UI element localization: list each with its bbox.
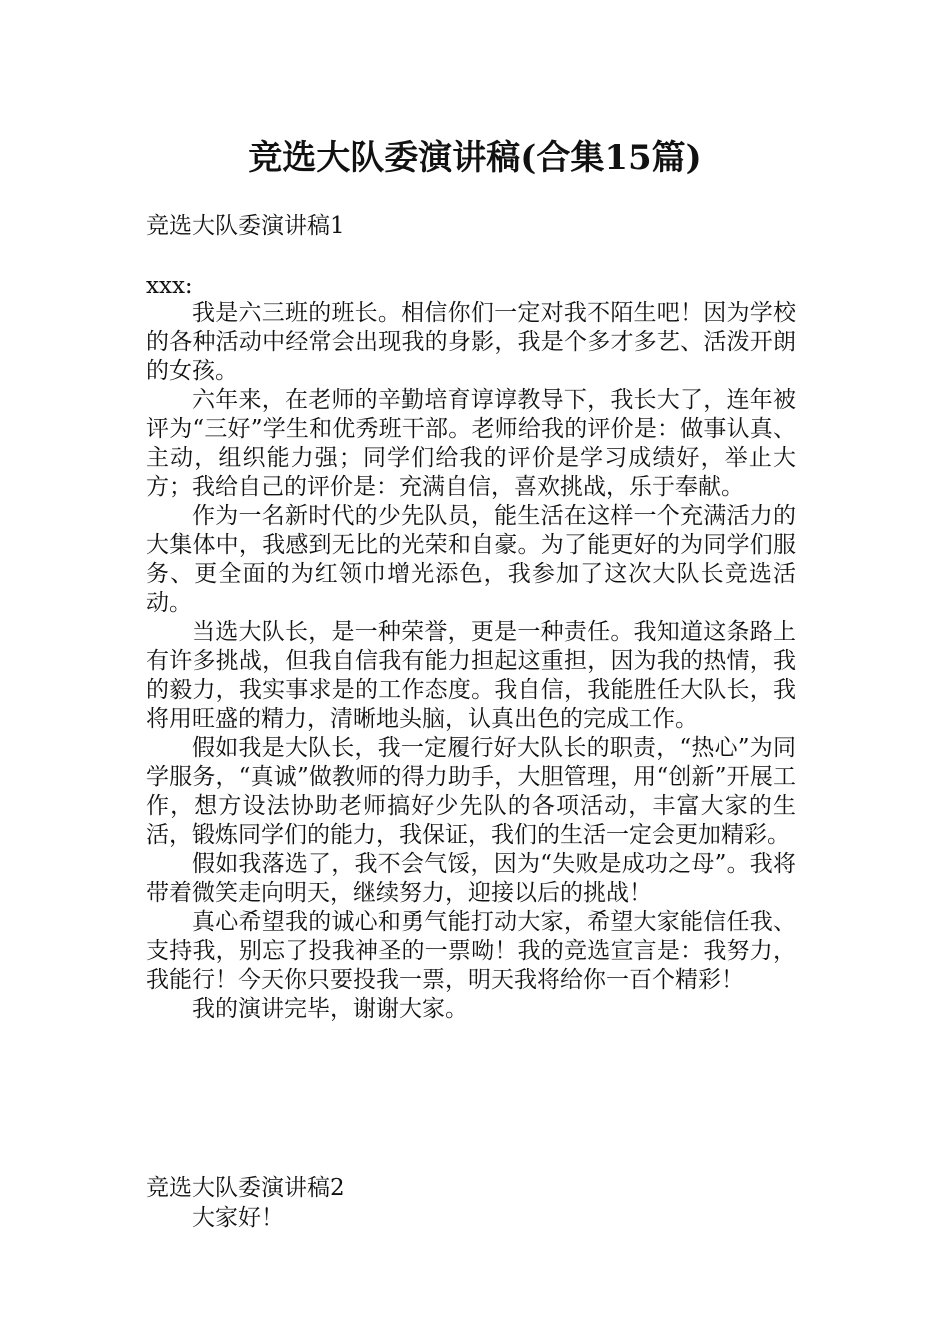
speech1-salutation: xxx: — [146, 273, 193, 299]
speech1-paragraph-7: 真心希望我的诚心和勇气能打动大家，希望大家能信任我、支持我，别忘了投我神圣的一票呦！我的竞选宣言是：我努力，我能行！今天你只要投我一票，明天我将给你一百个精彩！ — [146, 909, 796, 993]
speech1-paragraph-4: 当选大队长，是一种荣誉，更是一种责任。我知道这条路上有许多挑战，但我自信我有能力担起这重担，因为我的热情，我的毅力，我实事求是的工作态度。我自信，我能胜任大队长，我将用旺盛的精力，清晰地头脑，认真出色的完成工作。 — [146, 619, 796, 732]
speech1-body — [146, 299, 796, 1024]
speech2-greeting: 大家好！ — [192, 1205, 284, 1231]
document-title: 竞选大队委演讲稿(合集15篇) — [248, 138, 702, 178]
speech1-paragraph-2: 六年来，在老师的辛勤培育谆谆教导下，我长大了，连年被评为“三好”学生和优秀班干部。老师给我的评价是：做事认真、主动，组织能力强；同学们给我的评价是学习成绩好，举止大方；我给自己的评价是：充满自信，喜欢挑战，乐于奉献。 — [146, 387, 796, 500]
speech2-heading: 竞选大队委演讲稿2 — [146, 1175, 345, 1201]
speech1-paragraph-8: 我的演讲完毕，谢谢大家。 — [192, 996, 468, 1022]
speech1-paragraph-6: 假如我落选了，我不会气馁，因为“失败是成功之母”。我将带着微笑走向明天，继续努力，迎接以后的挑战！ — [146, 851, 796, 906]
speech1-paragraph-3: 作为一名新时代的少先队员，能生活在这样一个充满活力的大集体中，我感到无比的光荣和自豪。为了能更好的为同学们服务、更全面的为红领巾增光添色，我参加了这次大队长竞选活动。 — [146, 503, 796, 616]
speech1-paragraph-1: 我是六三班的班长。相信你们一定对我不陌生吧！因为学校的各种活动中经常会出现我的身影，我是个多才多艺、活泼开朗的女孩。 — [146, 300, 796, 384]
speech1-paragraph-5: 假如我是大队长，我一定履行好大队长的职责，“热心”为同学服务，“真诚”做教师的得力助手，大胆管理，用“创新”开展工作，想方设法协助老师搞好少先队的各项活动，丰富大家的生活，锻炼同学们的能力，我保证，我们的生活一定会更加精彩。 — [146, 735, 796, 848]
speech1-heading: 竞选大队委演讲稿1 — [146, 213, 345, 239]
